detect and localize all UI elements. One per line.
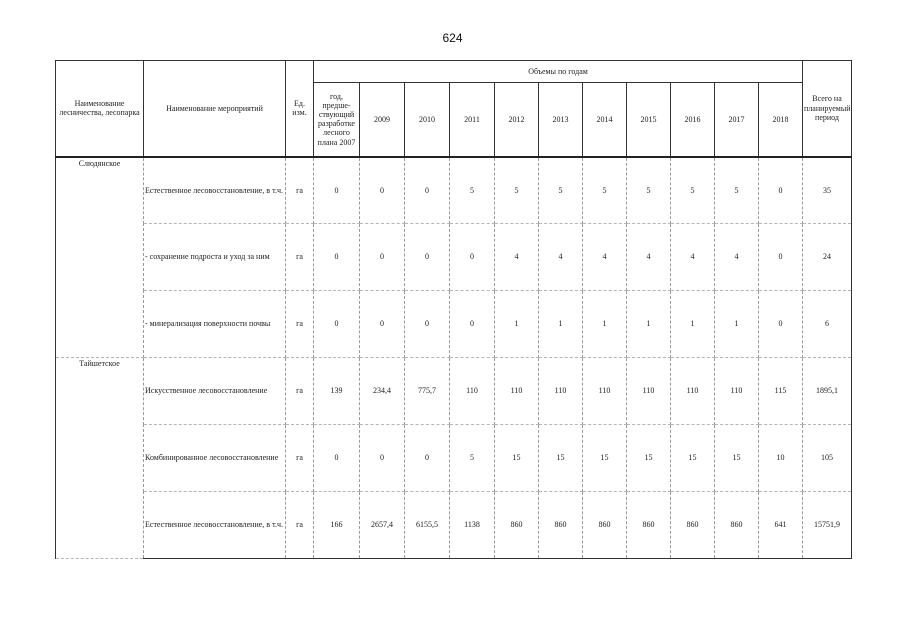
unit-cell: га <box>286 291 314 358</box>
year-value: 10 <box>759 425 803 492</box>
year-value: 5 <box>627 157 671 224</box>
year-value: 860 <box>539 492 583 559</box>
year-value: 0 <box>450 291 495 358</box>
header-year: 2009 <box>360 83 405 157</box>
year-value: 234,4 <box>360 358 405 425</box>
year-value: 15 <box>495 425 539 492</box>
forestry-name: Тайшетское <box>56 358 144 559</box>
activity-name: Комбинированное лесовосстановление <box>144 425 286 492</box>
year-value: 110 <box>583 358 627 425</box>
activity-name: Искусственное лесовосстановление <box>144 358 286 425</box>
year-value: 0 <box>360 157 405 224</box>
header-year: 2011 <box>450 83 495 157</box>
table-row <box>56 157 852 224</box>
unit-cell: га <box>286 358 314 425</box>
total-cell: 24 <box>803 224 852 291</box>
table-row <box>56 358 852 425</box>
header-year: 2015 <box>627 83 671 157</box>
year-value: 115 <box>759 358 803 425</box>
year-value: 4 <box>627 224 671 291</box>
table-row <box>56 224 852 291</box>
unit-cell: га <box>286 157 314 224</box>
unit-cell: га <box>286 425 314 492</box>
header-year: 2017 <box>715 83 759 157</box>
header-total: Всего на планируемый период <box>803 61 852 157</box>
header-year: 2014 <box>583 83 627 157</box>
year-value: 860 <box>583 492 627 559</box>
year-value: 5 <box>450 425 495 492</box>
year-value: 4 <box>539 224 583 291</box>
year-value: 0 <box>450 224 495 291</box>
year-value: 0 <box>405 425 450 492</box>
year-value: 1 <box>583 291 627 358</box>
year-value: 0 <box>405 224 450 291</box>
activity-name: - минерализация поверхности почвы <box>144 291 286 358</box>
year-value: 5 <box>539 157 583 224</box>
activity-name: - сохранение подроста и уход за ним <box>144 224 286 291</box>
year-value: 4 <box>495 224 539 291</box>
year-value: 4 <box>583 224 627 291</box>
prev-period-cell: 0 <box>314 224 360 291</box>
year-value: 110 <box>627 358 671 425</box>
year-value: 0 <box>759 224 803 291</box>
year-value: 15 <box>715 425 759 492</box>
header-forestry: Наименование лесничества, лесопарка <box>56 61 144 157</box>
header-activity: Наименование мероприятий <box>144 61 286 157</box>
table-row <box>56 291 852 358</box>
page-number: 624 <box>442 31 463 45</box>
year-value: 15 <box>583 425 627 492</box>
year-value: 2657,4 <box>360 492 405 559</box>
header-year: 2018 <box>759 83 803 157</box>
year-value: 4 <box>715 224 759 291</box>
forestry-name: Слюдянское <box>56 157 144 358</box>
year-value: 0 <box>759 157 803 224</box>
year-value: 860 <box>627 492 671 559</box>
prev-period-cell: 166 <box>314 492 360 559</box>
year-value: 0 <box>360 425 405 492</box>
year-value: 5 <box>495 157 539 224</box>
year-value: 1138 <box>450 492 495 559</box>
unit-cell: га <box>286 224 314 291</box>
year-value: 860 <box>671 492 715 559</box>
year-value: 5 <box>671 157 715 224</box>
prev-period-cell: 0 <box>314 157 360 224</box>
year-value: 0 <box>360 224 405 291</box>
forest-regeneration-table <box>55 60 852 559</box>
year-value: 1 <box>627 291 671 358</box>
header-volumes-by-year: Объемы по годам <box>314 61 803 83</box>
unit-cell: га <box>286 492 314 559</box>
year-value: 860 <box>715 492 759 559</box>
year-value: 5 <box>715 157 759 224</box>
activity-name: Естественное лесовосстановление, в т.ч. <box>144 492 286 559</box>
prev-period-cell: 0 <box>314 291 360 358</box>
year-value: 110 <box>539 358 583 425</box>
header-year: 2016 <box>671 83 715 157</box>
header-year: 2013 <box>539 83 583 157</box>
table-row <box>56 492 852 559</box>
year-value: 1 <box>539 291 583 358</box>
year-value: 860 <box>495 492 539 559</box>
header-unit: Ед. изм. <box>286 61 314 157</box>
total-cell: 15751,9 <box>803 492 852 559</box>
prev-period-cell: 139 <box>314 358 360 425</box>
total-cell: 35 <box>803 157 852 224</box>
year-value: 0 <box>405 157 450 224</box>
year-value: 1 <box>671 291 715 358</box>
year-value: 775,7 <box>405 358 450 425</box>
prev-period-cell: 0 <box>314 425 360 492</box>
year-value: 15 <box>627 425 671 492</box>
year-value: 1 <box>715 291 759 358</box>
total-cell: 6 <box>803 291 852 358</box>
year-value: 15 <box>539 425 583 492</box>
year-value: 0 <box>360 291 405 358</box>
year-value: 4 <box>671 224 715 291</box>
year-value: 6155,5 <box>405 492 450 559</box>
year-value: 0 <box>405 291 450 358</box>
year-value: 1 <box>495 291 539 358</box>
year-value: 110 <box>495 358 539 425</box>
total-cell: 1895,1 <box>803 358 852 425</box>
year-value: 110 <box>671 358 715 425</box>
year-value: 15 <box>671 425 715 492</box>
year-value: 5 <box>583 157 627 224</box>
year-value: 641 <box>759 492 803 559</box>
header-year: 2010 <box>405 83 450 157</box>
activity-name: Естественное лесовосстановление, в т.ч. <box>144 157 286 224</box>
year-value: 0 <box>759 291 803 358</box>
table-row <box>56 425 852 492</box>
header-year: 2012 <box>495 83 539 157</box>
year-value: 110 <box>450 358 495 425</box>
year-value: 110 <box>715 358 759 425</box>
header-prev-period: год, предше-ствующий разработке лесного плана 2007 <box>314 83 360 157</box>
year-value: 5 <box>450 157 495 224</box>
total-cell: 105 <box>803 425 852 492</box>
